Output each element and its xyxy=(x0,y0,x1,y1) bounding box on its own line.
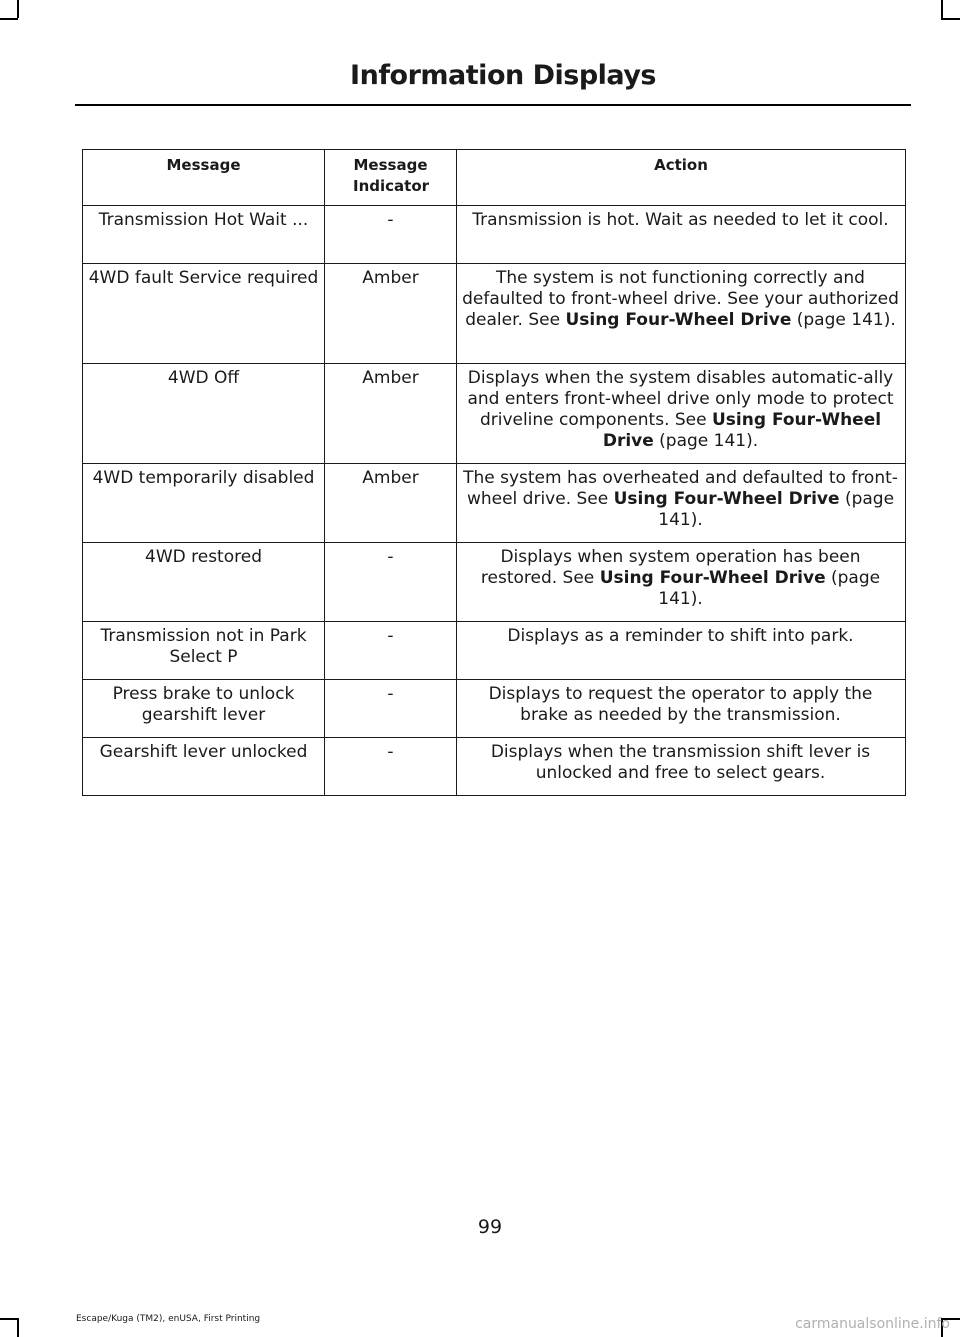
indicator-cell: - xyxy=(325,680,457,738)
table-row xyxy=(83,543,906,622)
cross-reference-link[interactable]: Using Four-Wheel Drive xyxy=(602,410,882,451)
edition-footer: Escape/Kuga (TM2), enUSA, First Printing xyxy=(76,1314,261,1324)
watermark: carmanualsonline.info xyxy=(795,1316,950,1332)
message-cell: 4WD restored xyxy=(83,543,325,622)
action-cell xyxy=(457,206,906,264)
action-text: Displays when system operation has been restored. See xyxy=(480,547,861,588)
action-text: The system has overheated and defaulted to front-wheel drive. See xyxy=(463,468,898,509)
action-cell xyxy=(457,622,906,680)
page-title: Information Displays xyxy=(350,60,656,91)
indicator-cell: Amber xyxy=(325,464,457,543)
column-header-action: Action xyxy=(457,150,906,206)
crop-mark xyxy=(0,1318,18,1320)
message-cell: 4WD fault Service required xyxy=(83,264,325,364)
table-row xyxy=(83,464,906,543)
cross-reference-link[interactable]: Using Four-Wheel Drive xyxy=(613,489,840,509)
table-row xyxy=(83,264,906,364)
action-text: The system is not functioning correctly and defaulted to front-wheel drive. See your authorized dealer. See xyxy=(462,268,899,330)
table-row xyxy=(83,206,906,264)
action-text: Transmission is hot. Wait as needed to let it cool. xyxy=(472,210,889,230)
action-cell xyxy=(457,464,906,543)
action-cell xyxy=(457,738,906,796)
action-text: Displays to request the operator to apply the brake as needed by the transmission. xyxy=(488,684,873,725)
indicator-cell: - xyxy=(325,206,457,264)
indicator-cell: Amber xyxy=(325,364,457,464)
indicator-cell: Amber xyxy=(325,264,457,364)
cross-reference-link[interactable]: Using Four-Wheel Drive xyxy=(565,310,792,330)
page-reference: (page 141). xyxy=(658,489,895,530)
indicator-cell: - xyxy=(325,622,457,680)
indicator-cell: - xyxy=(325,543,457,622)
action-text: Displays as a reminder to shift into park. xyxy=(507,626,854,646)
page-number: 99 xyxy=(477,1216,503,1238)
message-cell: Press brake to unlock gearshift lever xyxy=(83,680,325,738)
action-text: Displays when the system disables automatic-ally and enters front-wheel drive only mode to protect driveline components. See xyxy=(467,368,894,430)
table-row xyxy=(83,680,906,738)
page-reference: (page 141). xyxy=(653,431,759,451)
table-row xyxy=(83,738,906,796)
action-cell xyxy=(457,680,906,738)
message-cell: 4WD temporarily disabled xyxy=(83,464,325,543)
message-cell: 4WD Off xyxy=(83,364,325,464)
action-text: Displays when the transmission shift lever is unlocked and free to select gears. xyxy=(490,742,871,783)
crop-mark xyxy=(0,18,18,20)
action-cell xyxy=(457,264,906,364)
crop-mark xyxy=(941,18,960,20)
cross-reference-link[interactable]: Using Four-Wheel Drive xyxy=(599,568,826,588)
crop-mark xyxy=(17,0,19,18)
crop-mark xyxy=(17,1318,19,1337)
column-header-indicator: Message Indicator xyxy=(325,150,457,206)
message-cell: Transmission Hot Wait ... xyxy=(83,206,325,264)
page-reference: (page 141). xyxy=(791,310,896,330)
indicator-cell: - xyxy=(325,738,457,796)
table-body xyxy=(83,206,906,796)
table-header-row xyxy=(83,150,906,206)
page-reference: (page 141). xyxy=(658,568,881,609)
message-cell: Gearshift lever unlocked xyxy=(83,738,325,796)
message-cell: Transmission not in Park Select P xyxy=(83,622,325,680)
action-cell xyxy=(457,543,906,622)
table-row xyxy=(83,364,906,464)
column-header-message: Message xyxy=(83,150,325,206)
table-row xyxy=(83,622,906,680)
title-divider xyxy=(75,104,911,106)
message-table xyxy=(82,149,906,796)
crop-mark xyxy=(941,0,943,18)
action-cell xyxy=(457,364,906,464)
